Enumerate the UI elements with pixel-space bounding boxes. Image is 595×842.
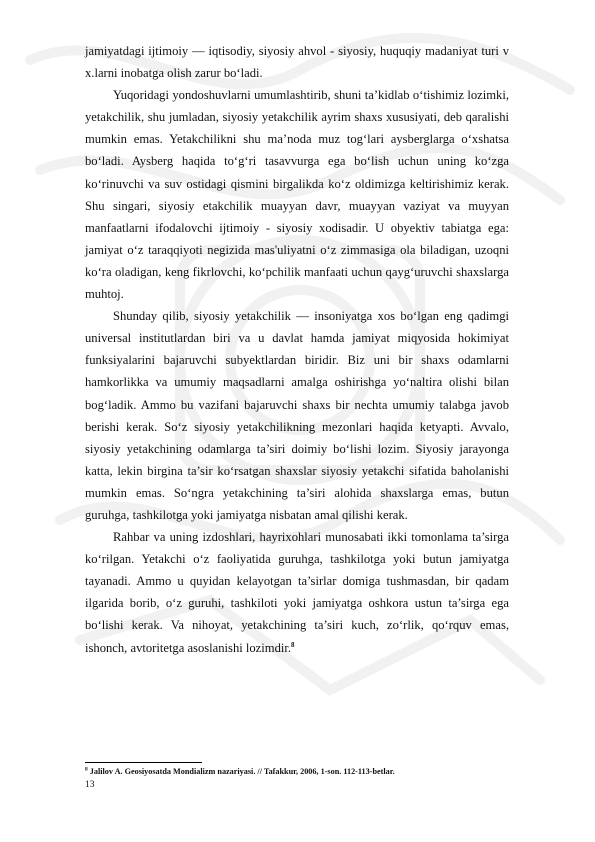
footnote [85, 766, 509, 777]
paragraph-4-text: Rahbar va uning izdoshlari, hayrixohlari munosabati ikki tomonlama ta’sirga ko‘rilgan. Yetakchi o‘z faoliyatida guruhga, tashkilotga yoki butun jamiyatga tayanadi. Ammo u quyidan kelayotgan ta’sirlar domiga tushmasdan, bir qadam ilgarida borib, o‘z guruhi, tashkiloti yoki jamiyatga oshkora ustun ta’sirga ega bo‘lishi kerak. Va nihoyat, yetakchining ta’siri kuch, zo‘rlik, qo‘rquv emas, ishonch, avtoritetga asoslanishi lozimdir. [85, 530, 509, 655]
footnote-marker: 8 [85, 766, 88, 773]
footnote-text: Jalilov A. Geosiyosatda Mondializm nazariyasi. // Tafakkur, 2006, 1-son. 112-113-betlar. [89, 767, 395, 776]
paragraph-1: jamiyatdagi ijtimoiy — iqtisodiy, siyosiy ahvol - siyosiy, huquqiy madaniyat turi v x.larni inobatga olish zarur bo‘ladi. [85, 44, 509, 81]
footnote-divider [85, 762, 202, 763]
page-number: 13 [85, 780, 95, 790]
paragraph-4 [85, 526, 509, 659]
paragraph-2: Yuqoridagi yondoshuvlarni umumlashtirib, shuni ta’kidlab o‘tishimiz lozimki, yetakchilik, shu jumladan, siyosiy yetakchilik ayrim shaxs xususiyati, deb qaralishi mumkin emas. Yetakchilikni shu ma’noda muz tog‘lari aysberglarga o‘xshatsa bo‘ladi. Aysberg haqida to‘g‘ri tasavvurga ega bo‘lish uchun uning ko‘zga ko‘rinuvchi va suv ostidagi qismini birgalikda ko‘z oldimizga keltirishimiz kerak. Shu singari, siyosiy etakchilik muayyan davr, muayyan vaziyat va muyyan manfaatlarni ifodalovchi ijtimoiy - siyosiy xodisadir. U obyektiv tabiatga ega: jamiyat o‘z taraqqiyoti negizida mas'uliyatni o‘z zimmasiga ola biladigan, uzoqni ko‘ra oladigan, keng fikrlovchi, ko‘pchilik manfaati uchun qayg‘uruvchi shaxslarga muhtoj. [85, 88, 509, 302]
paragraph-3: Shunday qilib, siyosiy yetakchilik — insoniyatga xos bo‘lgan eng qadimgi universal institutlardan biri va u davlat hamda jamiyat miqyosida hokimiyat funksiyalarini bajaruvchi subyektlardan biridir. Biz uni bir shaxs odamlarni hamkorlikka va umumiy maqsadlarni amalga oshirishga yo‘naltira olishi bilan bog‘ladik. Ammo bu vazifani bajaruvchi shaxs bir nechta umumiy talabga javob berishi kerak. So‘z siyosiy yetakchilikning mezonlari haqida ketyapti. Avvalo, siyosiy yetakchining odamlarga ta’siri doimiy bo‘lishi lozim. Siyosiy jarayonga katta, lekin birgina ta’sir ko‘rsatgan shaxslar siyosiy yetakchi sifatida baholanishi mumkin emas. So‘ngra yetakchining ta’siri alohida shaxslarga emas, butun guruhga, tashkilotga yoki jamiyatga nisbatan amal qilishi kerak. [85, 309, 509, 522]
document-body [85, 40, 509, 659]
footnote-reference[interactable]: 8 [291, 640, 295, 649]
